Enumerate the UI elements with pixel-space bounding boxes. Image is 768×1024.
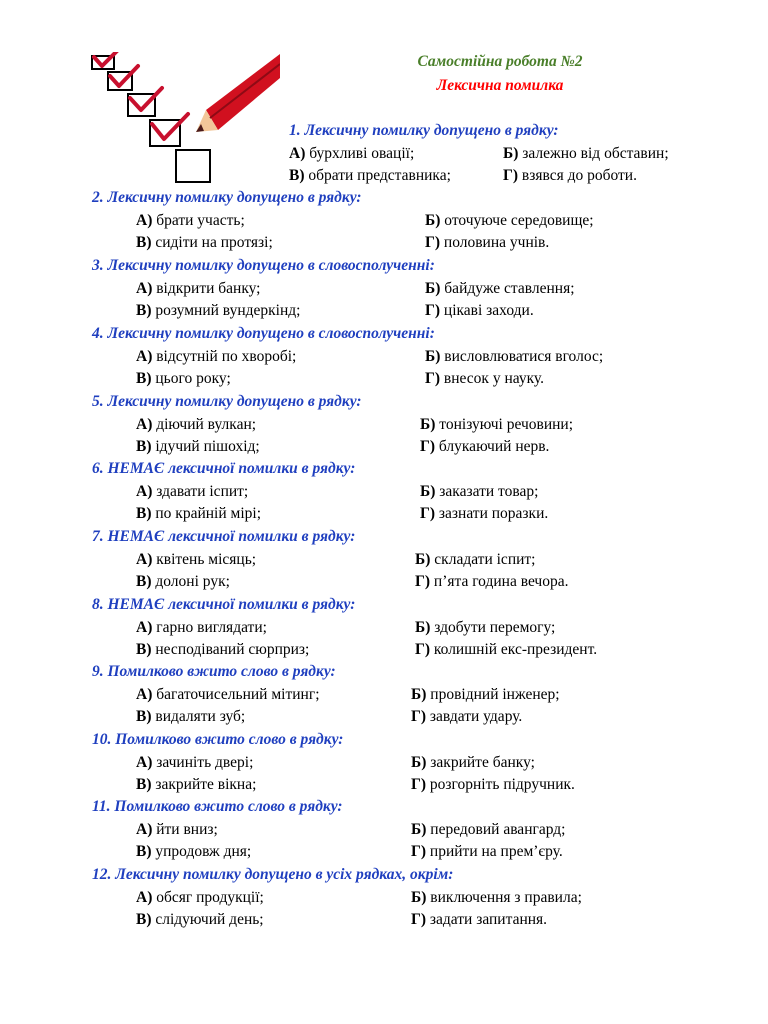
option-letter: А) <box>136 483 153 500</box>
option-text: відкрити банку; <box>156 280 261 297</box>
option-letter: Б) <box>411 686 427 703</box>
question-6-text: 6. НЕМАЄ лексичної помилки в рядку: <box>92 460 356 477</box>
option-text: зазнати поразки. <box>438 505 549 522</box>
option-text: закрийте банку; <box>430 754 535 771</box>
question-7-option-v <box>136 573 230 591</box>
question-9-option-b <box>411 686 560 704</box>
option-text: здавати іспит; <box>156 483 249 500</box>
question-5-option-a <box>136 416 256 434</box>
question-4-option-b <box>425 348 603 366</box>
option-text: закрийте вікна; <box>155 776 257 793</box>
option-text: виключення з правила; <box>430 889 582 906</box>
question-6-option-v <box>136 505 261 523</box>
question-3-text: 3. Лексичну помилку допущено в словосполученні: <box>92 257 435 274</box>
option-letter: Б) <box>425 280 441 297</box>
question-7-text: 7. НЕМАЄ лексичної помилки в рядку: <box>92 528 356 545</box>
question-1-text: 1. Лексичну помилку допущено в рядку: <box>289 122 559 139</box>
option-letter: Б) <box>415 619 431 636</box>
option-letter: Б) <box>425 348 441 365</box>
question-2-option-v <box>136 234 273 252</box>
question-12-option-b <box>411 889 582 907</box>
question-2-text: 2. Лексичну помилку допущено в рядку: <box>92 189 362 206</box>
option-text: здобути перемогу; <box>434 619 556 636</box>
option-letter: Г) <box>415 573 431 590</box>
question-1-option-a <box>289 145 414 163</box>
option-letter: Г) <box>503 167 519 184</box>
question-9-option-g <box>411 708 522 726</box>
option-text: ідучий пішохід; <box>155 438 260 455</box>
option-text: квітень місяць; <box>156 551 257 568</box>
question-12-option-g <box>411 911 547 929</box>
pencil-icon <box>196 54 280 132</box>
question-6-option-a <box>136 483 248 501</box>
checkbox-5-icon <box>176 150 210 182</box>
option-text: обсяг продукції; <box>156 889 264 906</box>
question-12-option-a <box>136 889 264 907</box>
option-text: діючий вулкан; <box>156 416 257 433</box>
option-letter: Б) <box>411 754 427 771</box>
option-letter: Г) <box>425 302 441 319</box>
option-letter: В) <box>136 708 152 725</box>
question-4-option-v <box>136 370 231 388</box>
option-letter: В) <box>136 505 152 522</box>
option-text: обрати представника; <box>308 167 451 184</box>
option-letter: Г) <box>415 641 431 658</box>
question-12-option-v <box>136 911 264 929</box>
option-letter: А) <box>136 280 153 297</box>
option-letter: А) <box>289 145 306 162</box>
option-text: колишній екс-президент. <box>433 641 598 658</box>
checklist-pencil-illustration <box>88 52 280 192</box>
option-letter: В) <box>136 302 152 319</box>
option-letter: А) <box>136 686 153 703</box>
option-letter: Г) <box>411 843 427 860</box>
question-6-option-b <box>420 483 538 501</box>
option-letter: Б) <box>425 212 441 229</box>
page-title: Самостійна робота №2 <box>417 53 583 70</box>
option-letter: Г) <box>411 911 427 928</box>
option-letter: В) <box>289 167 305 184</box>
option-text: несподіваний сюрприз; <box>155 641 310 658</box>
option-text: гарно виглядати; <box>156 619 267 636</box>
question-2-option-a <box>136 212 245 230</box>
option-text: упродовж дня; <box>155 843 252 860</box>
option-text: сидіти на протязі; <box>155 234 273 251</box>
option-text: відсутній по хворобі; <box>156 348 297 365</box>
option-letter: А) <box>136 821 153 838</box>
option-text: п’ята година вечора. <box>433 573 569 590</box>
question-2-option-g <box>425 234 549 252</box>
question-10-text: 10. Помилково вжито слово в рядку: <box>92 731 344 748</box>
option-text: завдати удару. <box>429 708 523 725</box>
option-text: передовий авангард; <box>430 821 566 838</box>
question-3-option-v <box>136 302 300 320</box>
option-letter: Б) <box>415 551 431 568</box>
option-text: оточуюче середовище; <box>444 212 594 229</box>
question-11-option-v <box>136 843 251 861</box>
option-text: бурхливі овації; <box>309 145 415 162</box>
option-letter: В) <box>136 438 152 455</box>
question-8-text: 8. НЕМАЄ лексичної помилки в рядку: <box>92 596 356 613</box>
option-text: блукаючий нерв. <box>438 438 550 455</box>
option-text: провідний інженер; <box>430 686 560 703</box>
option-text: складати іспит; <box>434 551 536 568</box>
question-10-option-v <box>136 776 256 794</box>
question-8-option-b <box>415 619 555 637</box>
option-text: байдуже ставлення; <box>444 280 575 297</box>
option-letter: Б) <box>503 145 519 162</box>
option-letter: Г) <box>420 505 436 522</box>
question-2-option-b <box>425 212 594 230</box>
question-7-option-a <box>136 551 256 569</box>
option-text: задати запитання. <box>429 911 548 928</box>
option-letter: Г) <box>411 708 427 725</box>
option-text: брати участь; <box>156 212 245 229</box>
option-letter: В) <box>136 573 152 590</box>
question-3-option-g <box>425 302 534 320</box>
option-letter: В) <box>136 843 152 860</box>
option-letter: Б) <box>420 483 436 500</box>
option-letter: В) <box>136 234 152 251</box>
question-5-option-b <box>420 416 573 434</box>
option-text: висловлюватися вголос; <box>444 348 604 365</box>
option-letter: В) <box>136 641 152 658</box>
question-5-option-g <box>420 438 549 456</box>
option-letter: А) <box>136 619 153 636</box>
question-4-option-a <box>136 348 296 366</box>
option-text: слідуючий день; <box>155 911 264 928</box>
question-10-option-a <box>136 754 253 772</box>
option-letter: Б) <box>411 821 427 838</box>
option-text: цікаві заходи. <box>443 302 534 319</box>
question-5-option-v <box>136 438 260 456</box>
question-7-option-g <box>415 573 569 591</box>
option-text: половина учнів. <box>443 234 550 251</box>
question-11-option-g <box>411 843 563 861</box>
option-text: цього року; <box>155 370 231 387</box>
option-text: зачиніть двері; <box>156 754 254 771</box>
question-8-option-a <box>136 619 267 637</box>
option-letter: А) <box>136 889 153 906</box>
option-text: розгорніть підручник. <box>429 776 575 793</box>
page-subtitle: Лексична помилка <box>436 77 564 94</box>
question-12-text: 12. Лексичну помилку допущено в усіх рядках, окрім: <box>92 866 454 883</box>
question-5-text: 5. Лексичну помилку допущено в рядку: <box>92 393 362 410</box>
question-4-option-g <box>425 370 544 388</box>
option-letter: В) <box>136 776 152 793</box>
question-11-option-b <box>411 821 565 839</box>
option-letter: Г) <box>425 370 441 387</box>
option-letter: Б) <box>411 889 427 906</box>
question-11-text: 11. Помилково вжито слово в рядку: <box>92 798 343 815</box>
checkmark-3-icon <box>130 88 162 110</box>
option-text: багаточисельний мітинг; <box>156 686 320 703</box>
option-text: прийти на прем’єру. <box>429 843 563 860</box>
question-1-option-v <box>289 167 451 185</box>
option-text: залежно від обставин; <box>522 145 669 162</box>
option-letter: А) <box>136 212 153 229</box>
option-text: йти вниз; <box>156 821 218 838</box>
option-text: по крайній мірі; <box>155 505 261 522</box>
option-letter: В) <box>136 370 152 387</box>
option-letter: Г) <box>420 438 436 455</box>
option-letter: В) <box>136 911 152 928</box>
question-11-option-a <box>136 821 218 839</box>
checkbox-4-icon <box>150 120 180 146</box>
option-text: тонізуючі речовини; <box>439 416 574 433</box>
option-text: взявся до роботи. <box>521 167 637 184</box>
option-text: розумний вундеркінд; <box>155 302 301 319</box>
option-letter: Б) <box>420 416 436 433</box>
question-8-option-g <box>415 641 597 659</box>
option-letter: А) <box>136 551 153 568</box>
question-8-option-v <box>136 641 309 659</box>
question-1-option-g <box>503 167 637 185</box>
option-letter: Г) <box>411 776 427 793</box>
option-text: внесок у науку. <box>443 370 544 387</box>
option-text: заказати товар; <box>439 483 539 500</box>
checkmark-4-icon <box>152 114 188 139</box>
question-9-option-v <box>136 708 245 726</box>
option-letter: Г) <box>425 234 441 251</box>
option-text: видаляти зуб; <box>155 708 246 725</box>
question-6-option-g <box>420 505 548 523</box>
option-letter: А) <box>136 754 153 771</box>
option-letter: А) <box>136 348 153 365</box>
question-7-option-b <box>415 551 536 569</box>
question-3-option-b <box>425 280 575 298</box>
question-9-option-a <box>136 686 320 704</box>
question-3-option-a <box>136 280 261 298</box>
question-1-option-b <box>503 145 669 163</box>
question-9-text: 9. Помилково вжито слово в рядку: <box>92 663 336 680</box>
option-letter: А) <box>136 416 153 433</box>
question-10-option-g <box>411 776 575 794</box>
question-4-text: 4. Лексичну помилку допущено в словосполученні: <box>92 325 435 342</box>
option-text: долоні рук; <box>155 573 230 590</box>
question-10-option-b <box>411 754 535 772</box>
